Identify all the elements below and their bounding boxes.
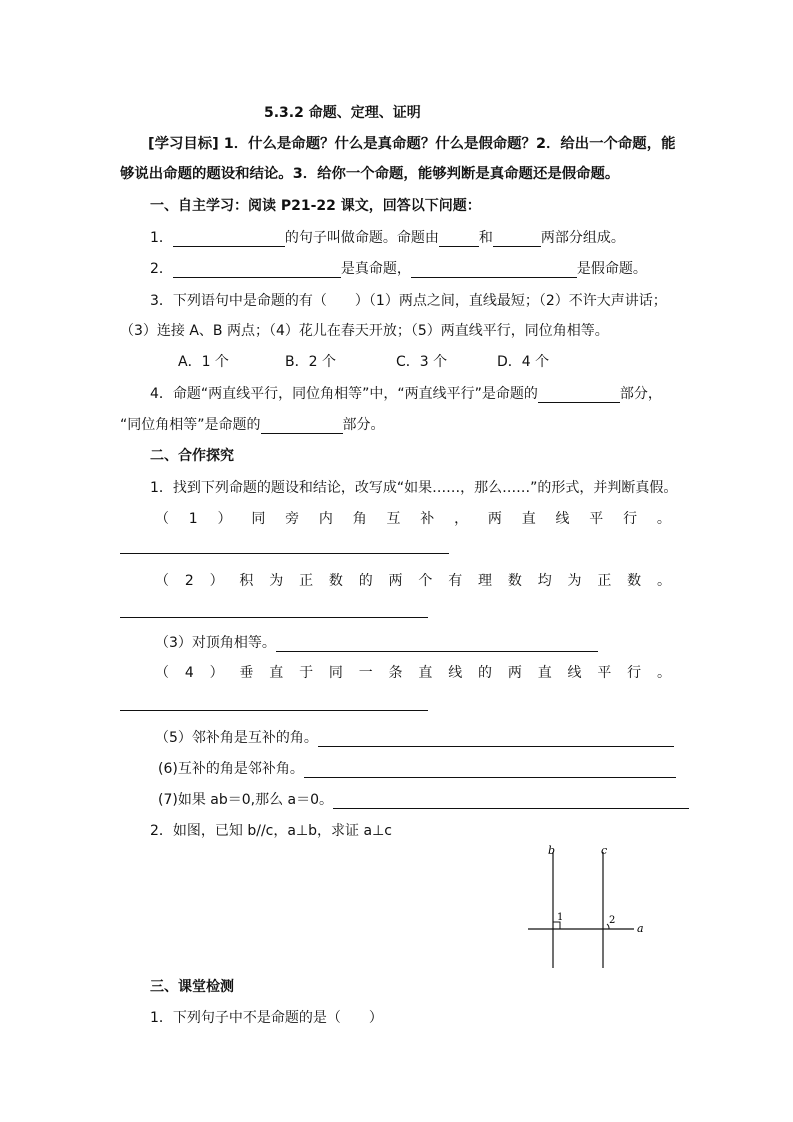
char: 数	[328, 573, 343, 589]
answer-line	[120, 710, 428, 711]
char: ）	[209, 665, 224, 681]
char: 直	[269, 665, 284, 681]
s2-item-3	[155, 634, 598, 652]
char: 线	[555, 511, 570, 527]
s1-q1-text-1: 的句子叫做命题。命题由	[284, 230, 439, 246]
char: ，	[454, 511, 469, 527]
right-angle-mark	[553, 922, 560, 929]
char: （	[155, 665, 169, 681]
s2-question-1-intro: 1．找到下列命题的题设和结论，改写成“如果……，那么……”的形式，并判断真假。	[150, 480, 678, 496]
char: 一	[358, 665, 373, 681]
char: 行	[623, 511, 638, 527]
s1-q2-text-1: 是真命题，	[340, 261, 411, 277]
s2-item-3-text: （3）对顶角相等。	[155, 635, 276, 651]
char: 。	[657, 665, 671, 681]
char: 互	[386, 511, 401, 527]
char: 均	[537, 573, 552, 589]
s2-item-5-text: （5）邻补角是互补的角。	[155, 730, 318, 746]
answer-blank	[333, 794, 689, 809]
char: 垂	[239, 665, 254, 681]
s2-item-7-text: (7)如果 ab＝0,那么 a＝0。	[158, 792, 334, 808]
char: 于	[299, 665, 314, 681]
char: （	[155, 573, 169, 589]
char: 线	[448, 665, 463, 681]
answer-blank	[439, 232, 479, 247]
char: 内	[318, 511, 333, 527]
char: 线	[567, 665, 582, 681]
s1-q1-text-2: 和	[478, 230, 493, 246]
answer-blank	[411, 263, 577, 278]
section2-heading: 二、合作探究	[150, 448, 234, 464]
section1-heading: 一、自主学习：阅读 P21-22 课文，回答以下问题：	[150, 198, 481, 214]
char: 直	[418, 665, 433, 681]
s1-question-3-line-1: 3．下列语句中是命题的有（ ）（1）两点之间，直线最短；（2）不许大声讲话；	[150, 293, 667, 309]
char: 数	[627, 573, 642, 589]
char: 为	[567, 573, 582, 589]
label-c: c	[601, 844, 608, 857]
s1-q4-text-4: 部分。	[342, 417, 385, 433]
label-a: a	[637, 922, 644, 935]
char: 个	[418, 573, 433, 589]
s1-q4-text-1: 4．命题“两直线平行，同位角相等”中，“两直线平行”是命题的	[150, 386, 538, 402]
s1-question-3-line-2: （3）连接 A、B 两点；（4）花儿在春天开放；（5）两直线平行，同位角相等。	[120, 323, 609, 339]
s1-q3-option-c: C．3 个	[396, 354, 448, 370]
answer-blank	[261, 419, 343, 434]
s2-item-5	[155, 729, 674, 747]
char: 角	[352, 511, 367, 527]
s1-question-4-line-2	[120, 416, 385, 434]
char: 。	[657, 573, 671, 589]
char: 正	[299, 573, 314, 589]
answer-blank	[304, 763, 676, 778]
s1-q3-option-b: B．2 个	[285, 354, 336, 370]
char: 同	[251, 511, 266, 527]
objectives-line-2: 够说出命题的题设和结论。3．给你一个命题，能够判断是真命题还是假命题。	[120, 166, 620, 182]
s2-item-4	[155, 664, 671, 682]
answer-line	[120, 553, 449, 554]
char: 两	[487, 511, 502, 527]
char: ）	[209, 573, 224, 589]
char: 条	[388, 665, 403, 681]
char: 行	[627, 665, 642, 681]
char: 两	[507, 665, 522, 681]
char: 同	[328, 665, 343, 681]
s1-question-4-line-1	[150, 385, 662, 403]
char: 平	[597, 665, 612, 681]
char: 理	[478, 573, 493, 589]
answer-blank	[173, 232, 285, 247]
char: 2	[184, 573, 194, 589]
s2-item-6	[158, 760, 676, 778]
s1-q2-number: 2．	[150, 261, 173, 277]
answer-line	[120, 617, 428, 618]
char: 的	[358, 573, 373, 589]
s1-q2-text-2: 是假命题。	[576, 261, 647, 277]
s2-item-2	[155, 572, 671, 590]
char: （	[155, 511, 169, 527]
char: 正	[597, 573, 612, 589]
geometry-figure	[520, 842, 660, 972]
char: 旁	[285, 511, 300, 527]
s3-question-1: 1．下列句子中不是命题的是（ ）	[150, 1010, 383, 1026]
char: 补	[420, 511, 435, 527]
s2-item-6-text: (6)互补的角是邻补角。	[158, 761, 304, 777]
char: 平	[589, 511, 604, 527]
s2-item-1	[155, 510, 671, 528]
answer-blank	[493, 232, 541, 247]
char: ）	[217, 511, 232, 527]
s1-q4-text-2: 部分，	[619, 386, 662, 402]
label-angle-1: 1	[557, 912, 564, 923]
page-title: 5.3.2 命题、定理、证明	[264, 105, 421, 121]
s1-question-2	[150, 260, 647, 278]
answer-blank	[173, 263, 341, 278]
s1-q3-option-d: D．4 个	[497, 354, 550, 370]
objectives-line-1: [学习目标] 1．什么是命题？什么是真命题？什么是假命题？2．给出一个命题，能	[148, 136, 676, 152]
s1-q1-number: 1．	[150, 230, 173, 246]
char: 4	[184, 665, 194, 681]
s1-q3-option-a: A．1 个	[178, 354, 229, 370]
answer-blank	[318, 732, 674, 747]
char: 数	[507, 573, 522, 589]
char: 两	[388, 573, 403, 589]
section3-heading: 三、课堂检测	[150, 979, 234, 995]
s2-item-7	[158, 791, 689, 809]
label-angle-2: 2	[609, 915, 616, 926]
label-b: b	[548, 844, 556, 857]
char: 积	[239, 573, 254, 589]
answer-blank	[276, 637, 598, 652]
char: 有	[448, 573, 463, 589]
char: 直	[537, 665, 552, 681]
char: 1	[188, 511, 198, 527]
char: 。	[656, 511, 671, 527]
char: 直	[521, 511, 536, 527]
char: 为	[269, 573, 284, 589]
answer-blank	[538, 388, 620, 403]
s1-q1-text-3: 两部分组成。	[540, 230, 625, 246]
s1-question-1	[150, 229, 625, 247]
s1-q4-text-3: “同位角相等”是命题的	[120, 417, 261, 433]
s2-question-2: 2．如图，已知 b//c，a⊥b，求证 a⊥c	[150, 823, 392, 839]
char: 的	[478, 665, 493, 681]
